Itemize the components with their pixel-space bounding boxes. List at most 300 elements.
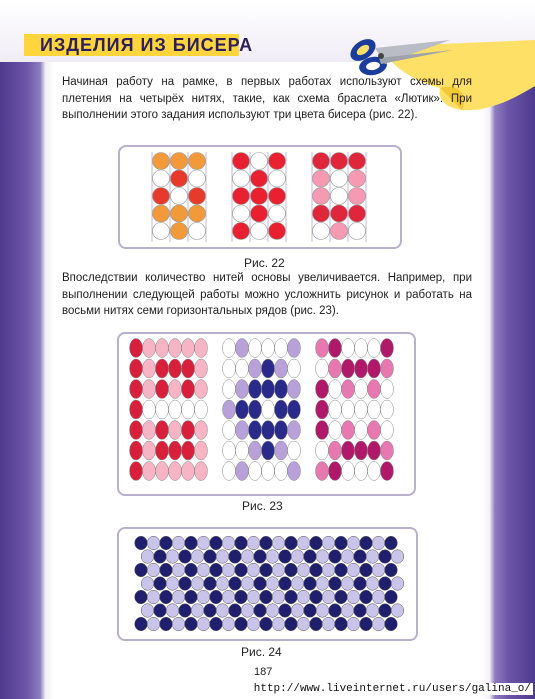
bead bbox=[391, 604, 404, 618]
bead bbox=[191, 550, 204, 564]
bead bbox=[143, 359, 156, 378]
bead bbox=[229, 577, 242, 591]
bead bbox=[354, 577, 367, 591]
bead bbox=[216, 604, 229, 618]
bead bbox=[304, 604, 317, 618]
bead bbox=[251, 205, 268, 222]
bead bbox=[342, 339, 355, 358]
figure-24-caption: Рис. 24 bbox=[241, 645, 282, 659]
bead bbox=[166, 604, 179, 618]
bead bbox=[288, 400, 301, 419]
bead bbox=[275, 359, 288, 378]
bead bbox=[135, 617, 148, 631]
bead bbox=[223, 462, 236, 481]
bead bbox=[316, 380, 329, 399]
bead bbox=[210, 590, 223, 604]
bead bbox=[249, 400, 262, 419]
bead bbox=[266, 577, 279, 591]
bead bbox=[189, 205, 206, 222]
bead bbox=[342, 421, 355, 440]
bead bbox=[355, 400, 368, 419]
bead bbox=[182, 400, 195, 419]
bead bbox=[372, 536, 385, 550]
bead bbox=[249, 462, 262, 481]
bead bbox=[216, 550, 229, 564]
bead bbox=[130, 359, 143, 378]
bead bbox=[169, 441, 182, 460]
bead bbox=[349, 223, 366, 240]
bead bbox=[223, 380, 236, 399]
bead bbox=[269, 223, 286, 240]
bead bbox=[182, 339, 195, 358]
bead bbox=[154, 577, 167, 591]
bead bbox=[316, 359, 329, 378]
bead bbox=[153, 223, 170, 240]
bead bbox=[236, 421, 249, 440]
bead bbox=[347, 536, 360, 550]
bead bbox=[204, 604, 217, 618]
scissors-icon bbox=[345, 20, 455, 80]
paragraph-1: Начиная работу на рамке, в первых работах используют схемы для плетения на четырёх нитях, такие, как схема браслета «Лютик». При выполнении этого задания используют три цвета бисера (рис. 22). bbox=[62, 76, 472, 121]
bead bbox=[272, 617, 285, 631]
bead bbox=[329, 577, 342, 591]
bead bbox=[262, 339, 275, 358]
bead bbox=[269, 170, 286, 187]
bead bbox=[141, 577, 154, 591]
bead bbox=[381, 380, 394, 399]
bead bbox=[381, 339, 394, 358]
bead bbox=[130, 421, 143, 440]
bead bbox=[197, 563, 210, 577]
bead bbox=[331, 223, 348, 240]
bead bbox=[368, 380, 381, 399]
bead bbox=[143, 462, 156, 481]
bead bbox=[130, 441, 143, 460]
bead bbox=[154, 550, 167, 564]
bead bbox=[147, 590, 160, 604]
bead bbox=[185, 563, 198, 577]
bead bbox=[313, 188, 330, 205]
bead bbox=[185, 536, 198, 550]
bead bbox=[147, 563, 160, 577]
bead bbox=[381, 462, 394, 481]
bead bbox=[210, 536, 223, 550]
bead bbox=[285, 590, 298, 604]
bead bbox=[269, 188, 286, 205]
bead bbox=[272, 590, 285, 604]
bead bbox=[360, 536, 373, 550]
bead bbox=[275, 462, 288, 481]
bead bbox=[310, 617, 323, 631]
bead bbox=[335, 563, 348, 577]
bead bbox=[304, 577, 317, 591]
bead bbox=[310, 563, 323, 577]
figure-23-caption: Рис. 23 bbox=[242, 499, 283, 513]
bead bbox=[191, 604, 204, 618]
bead bbox=[222, 617, 235, 631]
bead bbox=[166, 577, 179, 591]
bead bbox=[313, 223, 330, 240]
bead bbox=[368, 339, 381, 358]
bead bbox=[156, 400, 169, 419]
bead bbox=[372, 617, 385, 631]
bead bbox=[135, 536, 148, 550]
bead bbox=[251, 170, 268, 187]
bead bbox=[275, 441, 288, 460]
figure-24-scheme bbox=[119, 529, 416, 639]
bead bbox=[313, 170, 330, 187]
bead bbox=[262, 421, 275, 440]
bead bbox=[210, 563, 223, 577]
bead bbox=[156, 359, 169, 378]
bead bbox=[153, 205, 170, 222]
bead bbox=[385, 617, 398, 631]
bead bbox=[331, 153, 348, 170]
bead bbox=[169, 359, 182, 378]
bead bbox=[223, 400, 236, 419]
bead bbox=[366, 577, 379, 591]
bead bbox=[235, 590, 248, 604]
bead bbox=[195, 359, 208, 378]
bead bbox=[262, 400, 275, 419]
bead bbox=[316, 400, 329, 419]
bead bbox=[182, 359, 195, 378]
bead bbox=[169, 421, 182, 440]
bead bbox=[316, 604, 329, 618]
bead bbox=[331, 170, 348, 187]
bead bbox=[223, 339, 236, 358]
bead bbox=[153, 170, 170, 187]
bead bbox=[355, 380, 368, 399]
bead bbox=[322, 563, 335, 577]
bead bbox=[130, 462, 143, 481]
bead bbox=[329, 462, 342, 481]
bead bbox=[260, 590, 273, 604]
bead bbox=[354, 604, 367, 618]
bead bbox=[229, 550, 242, 564]
bead bbox=[222, 536, 235, 550]
bead bbox=[222, 590, 235, 604]
bead bbox=[329, 441, 342, 460]
bead bbox=[335, 617, 348, 631]
bead bbox=[249, 359, 262, 378]
bead bbox=[341, 550, 354, 564]
bead bbox=[355, 339, 368, 358]
bead bbox=[210, 617, 223, 631]
bead bbox=[297, 617, 310, 631]
bead bbox=[195, 380, 208, 399]
bead bbox=[385, 590, 398, 604]
bead bbox=[262, 359, 275, 378]
bead bbox=[355, 441, 368, 460]
bead bbox=[251, 223, 268, 240]
bead bbox=[236, 462, 249, 481]
bead bbox=[160, 563, 173, 577]
bead bbox=[285, 563, 298, 577]
bead bbox=[223, 421, 236, 440]
bead bbox=[169, 380, 182, 399]
bead bbox=[204, 577, 217, 591]
bead bbox=[316, 550, 329, 564]
bead bbox=[235, 617, 248, 631]
bead bbox=[130, 400, 143, 419]
bead bbox=[179, 604, 192, 618]
bead bbox=[335, 590, 348, 604]
bead bbox=[266, 550, 279, 564]
bead bbox=[329, 421, 342, 440]
bead bbox=[147, 536, 160, 550]
bead bbox=[291, 604, 304, 618]
bead bbox=[189, 188, 206, 205]
bead bbox=[297, 536, 310, 550]
bead bbox=[266, 604, 279, 618]
bead bbox=[354, 550, 367, 564]
bead bbox=[275, 400, 288, 419]
bead bbox=[368, 421, 381, 440]
bead bbox=[156, 339, 169, 358]
bead bbox=[260, 563, 273, 577]
bead bbox=[160, 590, 173, 604]
bead bbox=[195, 462, 208, 481]
bead bbox=[130, 380, 143, 399]
figure-22-scheme bbox=[120, 147, 400, 247]
bead bbox=[316, 441, 329, 460]
bead bbox=[269, 153, 286, 170]
bead bbox=[235, 536, 248, 550]
bead bbox=[172, 536, 185, 550]
bead bbox=[372, 590, 385, 604]
bead bbox=[347, 563, 360, 577]
bead bbox=[379, 604, 392, 618]
bead bbox=[355, 421, 368, 440]
bead bbox=[223, 441, 236, 460]
bead bbox=[171, 170, 188, 187]
bead bbox=[235, 563, 248, 577]
bead bbox=[341, 577, 354, 591]
bead bbox=[135, 590, 148, 604]
bead bbox=[379, 577, 392, 591]
bead bbox=[385, 563, 398, 577]
bead bbox=[156, 441, 169, 460]
bead bbox=[171, 153, 188, 170]
bead bbox=[262, 441, 275, 460]
bead bbox=[385, 536, 398, 550]
bead bbox=[172, 617, 185, 631]
bead bbox=[171, 205, 188, 222]
bead bbox=[189, 153, 206, 170]
bead bbox=[141, 604, 154, 618]
bead bbox=[236, 400, 249, 419]
bead bbox=[216, 577, 229, 591]
bead bbox=[251, 188, 268, 205]
bead bbox=[262, 380, 275, 399]
bead bbox=[335, 536, 348, 550]
bead bbox=[279, 604, 292, 618]
bead bbox=[291, 577, 304, 591]
bead bbox=[195, 339, 208, 358]
bead bbox=[135, 563, 148, 577]
bead bbox=[233, 188, 250, 205]
bead bbox=[143, 441, 156, 460]
bead bbox=[347, 617, 360, 631]
bead bbox=[329, 380, 342, 399]
figure-22-caption: Рис. 22 bbox=[244, 256, 285, 270]
bead bbox=[366, 550, 379, 564]
bead bbox=[262, 462, 275, 481]
bead bbox=[313, 205, 330, 222]
bead bbox=[172, 563, 185, 577]
bead bbox=[254, 577, 267, 591]
bead bbox=[130, 339, 143, 358]
bead bbox=[288, 380, 301, 399]
bead bbox=[249, 380, 262, 399]
bead bbox=[304, 550, 317, 564]
bead bbox=[154, 604, 167, 618]
bead bbox=[169, 400, 182, 419]
bead bbox=[285, 617, 298, 631]
bead bbox=[272, 563, 285, 577]
bead bbox=[288, 421, 301, 440]
bead bbox=[368, 359, 381, 378]
bead bbox=[329, 604, 342, 618]
bead bbox=[249, 441, 262, 460]
bead bbox=[169, 339, 182, 358]
bead bbox=[342, 400, 355, 419]
bead bbox=[191, 577, 204, 591]
bead bbox=[316, 577, 329, 591]
bead bbox=[197, 590, 210, 604]
bead bbox=[143, 400, 156, 419]
bead bbox=[195, 421, 208, 440]
bead bbox=[143, 339, 156, 358]
paragraph-2: Впоследствии количество нитей основы увеличивается. Например, при выполнении следующей работы можно усложнить рисунок и работать на восьми нитях семи горизонтальных рядов (рис. 23). bbox=[62, 272, 472, 317]
bead bbox=[204, 550, 217, 564]
bead bbox=[185, 590, 198, 604]
bead bbox=[275, 339, 288, 358]
bead bbox=[182, 441, 195, 460]
bead bbox=[195, 441, 208, 460]
bead bbox=[182, 462, 195, 481]
bead bbox=[247, 536, 260, 550]
bead bbox=[372, 563, 385, 577]
bead bbox=[342, 441, 355, 460]
bead bbox=[179, 577, 192, 591]
bead bbox=[279, 577, 292, 591]
bead bbox=[275, 380, 288, 399]
bead bbox=[169, 462, 182, 481]
bead bbox=[233, 153, 250, 170]
bead bbox=[229, 604, 242, 618]
bead bbox=[288, 441, 301, 460]
bead bbox=[249, 421, 262, 440]
bead bbox=[368, 462, 381, 481]
bead bbox=[260, 617, 273, 631]
bead bbox=[329, 339, 342, 358]
bead bbox=[329, 359, 342, 378]
bead bbox=[381, 400, 394, 419]
bead bbox=[381, 441, 394, 460]
bead bbox=[147, 617, 160, 631]
bead bbox=[160, 536, 173, 550]
bead bbox=[381, 421, 394, 440]
bead bbox=[233, 170, 250, 187]
figure-23 bbox=[117, 332, 416, 496]
bead bbox=[156, 421, 169, 440]
bead bbox=[360, 563, 373, 577]
bead bbox=[360, 617, 373, 631]
bead bbox=[288, 462, 301, 481]
bead bbox=[279, 550, 292, 564]
bead bbox=[223, 359, 236, 378]
bead bbox=[179, 550, 192, 564]
bead bbox=[349, 170, 366, 187]
bead bbox=[260, 536, 273, 550]
bead bbox=[322, 536, 335, 550]
bead bbox=[197, 617, 210, 631]
figure-24 bbox=[117, 527, 418, 641]
bead bbox=[342, 380, 355, 399]
bead bbox=[291, 550, 304, 564]
bead bbox=[342, 359, 355, 378]
bead bbox=[233, 205, 250, 222]
bead bbox=[313, 153, 330, 170]
bead bbox=[143, 421, 156, 440]
bead bbox=[269, 205, 286, 222]
bead bbox=[182, 421, 195, 440]
bead bbox=[342, 462, 355, 481]
bead bbox=[322, 590, 335, 604]
bead bbox=[153, 188, 170, 205]
bead bbox=[310, 536, 323, 550]
bead bbox=[349, 153, 366, 170]
bead bbox=[316, 462, 329, 481]
bead bbox=[236, 441, 249, 460]
bead bbox=[254, 550, 267, 564]
bead bbox=[366, 604, 379, 618]
bead bbox=[185, 617, 198, 631]
bead bbox=[391, 577, 404, 591]
bead bbox=[288, 339, 301, 358]
bead bbox=[310, 590, 323, 604]
bead bbox=[247, 563, 260, 577]
bead bbox=[171, 188, 188, 205]
bead bbox=[329, 550, 342, 564]
bead bbox=[143, 380, 156, 399]
bead bbox=[297, 563, 310, 577]
bead bbox=[254, 604, 267, 618]
bead bbox=[222, 563, 235, 577]
bead bbox=[156, 462, 169, 481]
bead bbox=[241, 604, 254, 618]
bead bbox=[172, 590, 185, 604]
bead bbox=[166, 550, 179, 564]
bead bbox=[381, 359, 394, 378]
bead bbox=[247, 617, 260, 631]
figure-22 bbox=[118, 145, 402, 249]
bead bbox=[195, 400, 208, 419]
bead bbox=[236, 380, 249, 399]
figure-23-scheme bbox=[119, 334, 414, 494]
bead bbox=[156, 380, 169, 399]
bead bbox=[272, 536, 285, 550]
bead bbox=[355, 462, 368, 481]
bead bbox=[189, 170, 206, 187]
bead bbox=[189, 223, 206, 240]
bead bbox=[297, 590, 310, 604]
bead bbox=[249, 339, 262, 358]
bead bbox=[241, 550, 254, 564]
bead bbox=[368, 400, 381, 419]
